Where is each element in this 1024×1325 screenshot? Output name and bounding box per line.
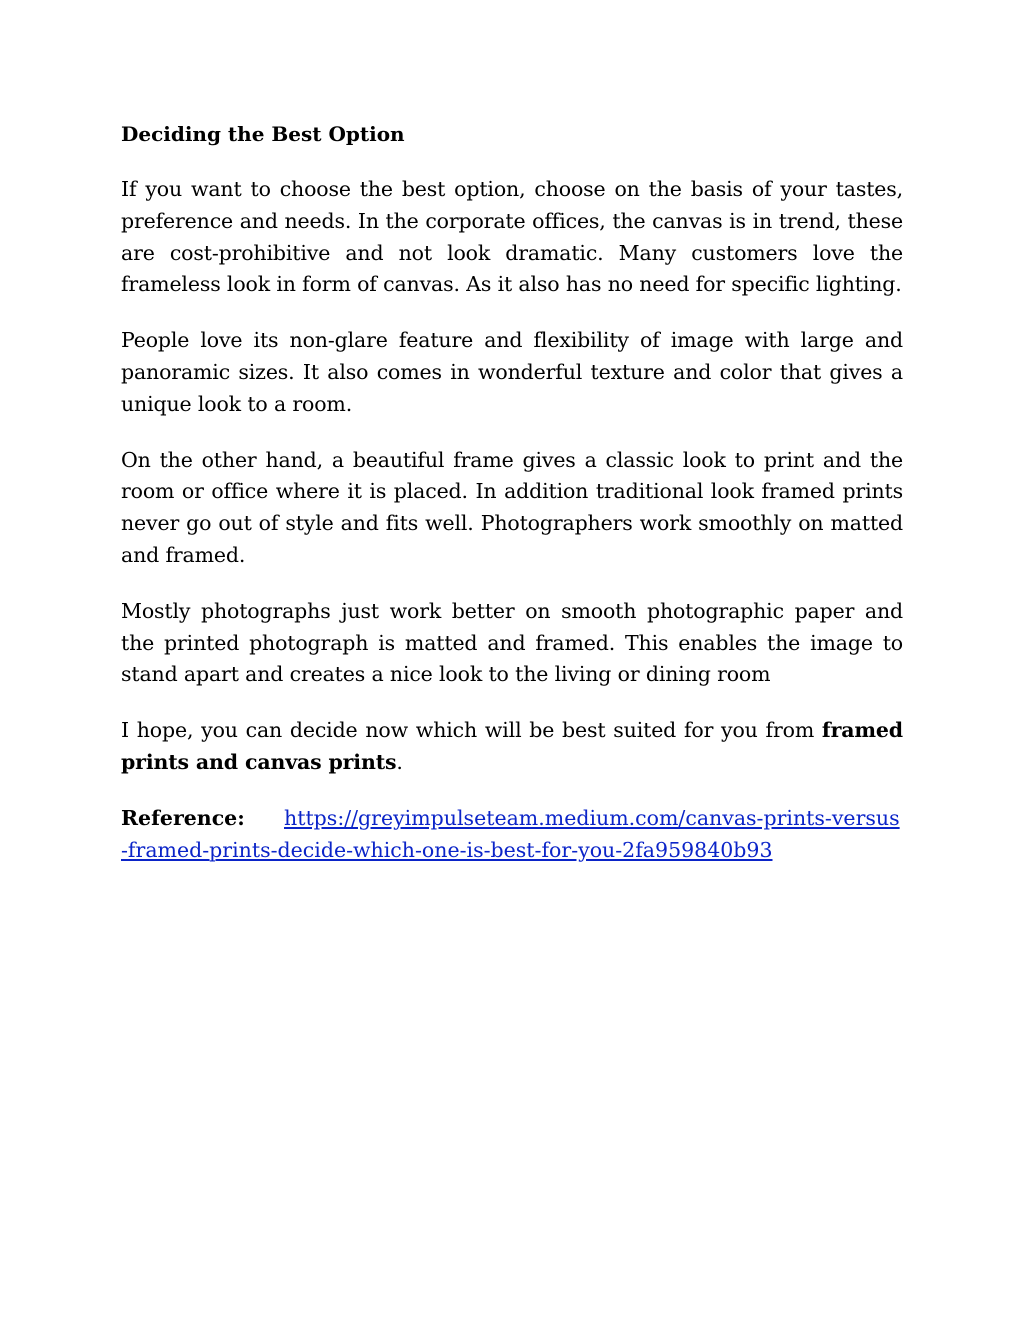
paragraph-best-option: If you want to choose the best option, choose on the basis of your tastes, preference and needs. In the corporate offices, the canvas is in trend, these are cost-prohibitive and not look dramatic. Many customers love the frameless look in form of canvas. As it also has no need for specific lighting. [121,177,903,297]
reference-label: Reference: [121,805,245,830]
closing-period: . [396,749,403,774]
document-page [121,118,903,866]
closing-bold-text: framed prints and canvas prints [121,718,903,774]
reference-line [121,803,903,867]
reference-link[interactable]: https://greyimpulseteam.medium.com/canvas-prints-versus-framed-prints-decide-which-one-is-best-for-you-2fa959840b93 [121,805,900,862]
document-heading: Deciding the Best Option [121,122,405,146]
closing-text: I hope, you can decide now which will be best suited for you from [121,718,822,743]
paragraph-frame-features: On the other hand, a beautiful frame gives a classic look to print and the room or office where it is placed. In addition traditional look framed prints never go out of style and fits well. Photographers work smoothly on matted and framed. [121,447,903,567]
paragraph-canvas-features: People love its non-glare feature and flexibility of image with large and panoramic sizes. It also comes in wonderful texture and color that gives a unique look to a room. [121,328,903,416]
paragraph-closing [121,715,903,779]
paragraph-photographs: Mostly photographs just work better on smooth photographic paper and the printed photograph is matted and framed. This enables the image to stand apart and creates a nice look to the living or dining room [121,598,903,687]
